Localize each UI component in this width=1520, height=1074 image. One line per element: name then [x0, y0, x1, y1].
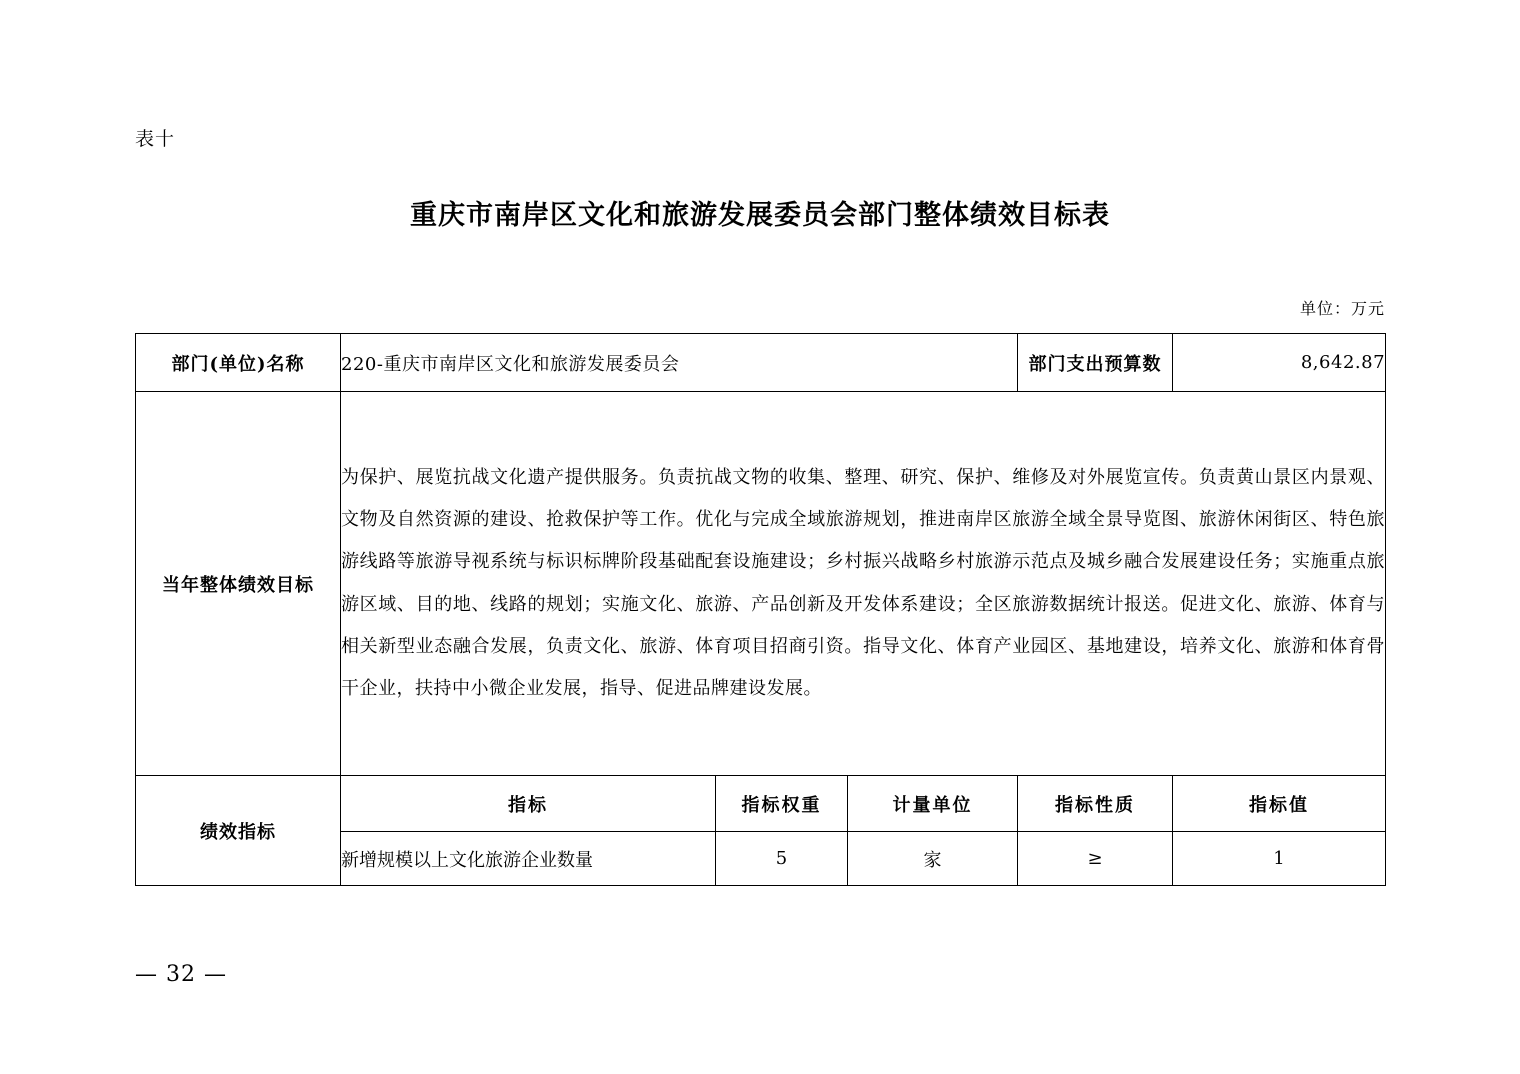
indicator-label: 绩效指标 [136, 776, 341, 886]
indicator-name: 新增规模以上文化旅游企业数量 [341, 832, 716, 886]
dept-name-value: 220-重庆市南岸区文化和旅游发展委员会 [341, 334, 1018, 392]
goal-label: 当年整体绩效目标 [136, 392, 341, 776]
indicator-weight: 5 [716, 832, 848, 886]
goal-text: 为保护、展览抗战文化遗产提供服务。负责抗战文物的收集、整理、研究、保护、维修及对外展览宣传。负责黄山景区内景观、文物及自然资源的建设、抢救保护等工作。优化与完成全域旅游规划，推进南岸区旅游全域全景导览图、旅游休闲街区、特色旅游线路等旅游导视系统与标识标牌阶段基础配套设施建设；乡村振兴战略乡村旅游示范点及城乡融合发展建设任务；实施重点旅游区域、目的地、线路的规划；实施文化、旅游、产品创新及开发体系建设；全区旅游数据统计报送。促进文化、旅游、体育与相关新型业态融合发展，负责文化、旅游、体育项目招商引资。指导文化、体育产业园区、基地建设，培养文化、旅游和体育骨干企业，扶持中小微企业发展，指导、促进品牌建设发展。 [341, 392, 1386, 776]
indicator-header-unit: 计量单位 [848, 776, 1018, 832]
budget-label: 部门支出预算数 [1018, 334, 1173, 392]
indicator-nature: ≥ [1018, 832, 1173, 886]
dept-name-label: 部门(单位)名称 [136, 334, 341, 392]
indicator-value: 1 [1173, 832, 1386, 886]
unit-note: 单位：万元 [1299, 299, 1385, 318]
table-row [136, 776, 1386, 832]
table-row [136, 334, 1386, 392]
indicator-unit: 家 [848, 832, 1018, 886]
table-label: 表十 [135, 128, 176, 150]
table-row [136, 392, 1386, 776]
indicator-header-nature: 指标性质 [1018, 776, 1173, 832]
performance-goal-table [135, 333, 1386, 886]
indicator-header-weight: 指标权重 [716, 776, 848, 832]
page-title: 重庆市南岸区文化和旅游发展委员会部门整体绩效目标表 [410, 200, 1110, 231]
indicator-header-name: 指标 [341, 776, 716, 832]
indicator-header-value: 指标值 [1173, 776, 1386, 832]
page-number: — 32 — [135, 962, 227, 987]
budget-value: 8,642.87 [1173, 334, 1386, 392]
